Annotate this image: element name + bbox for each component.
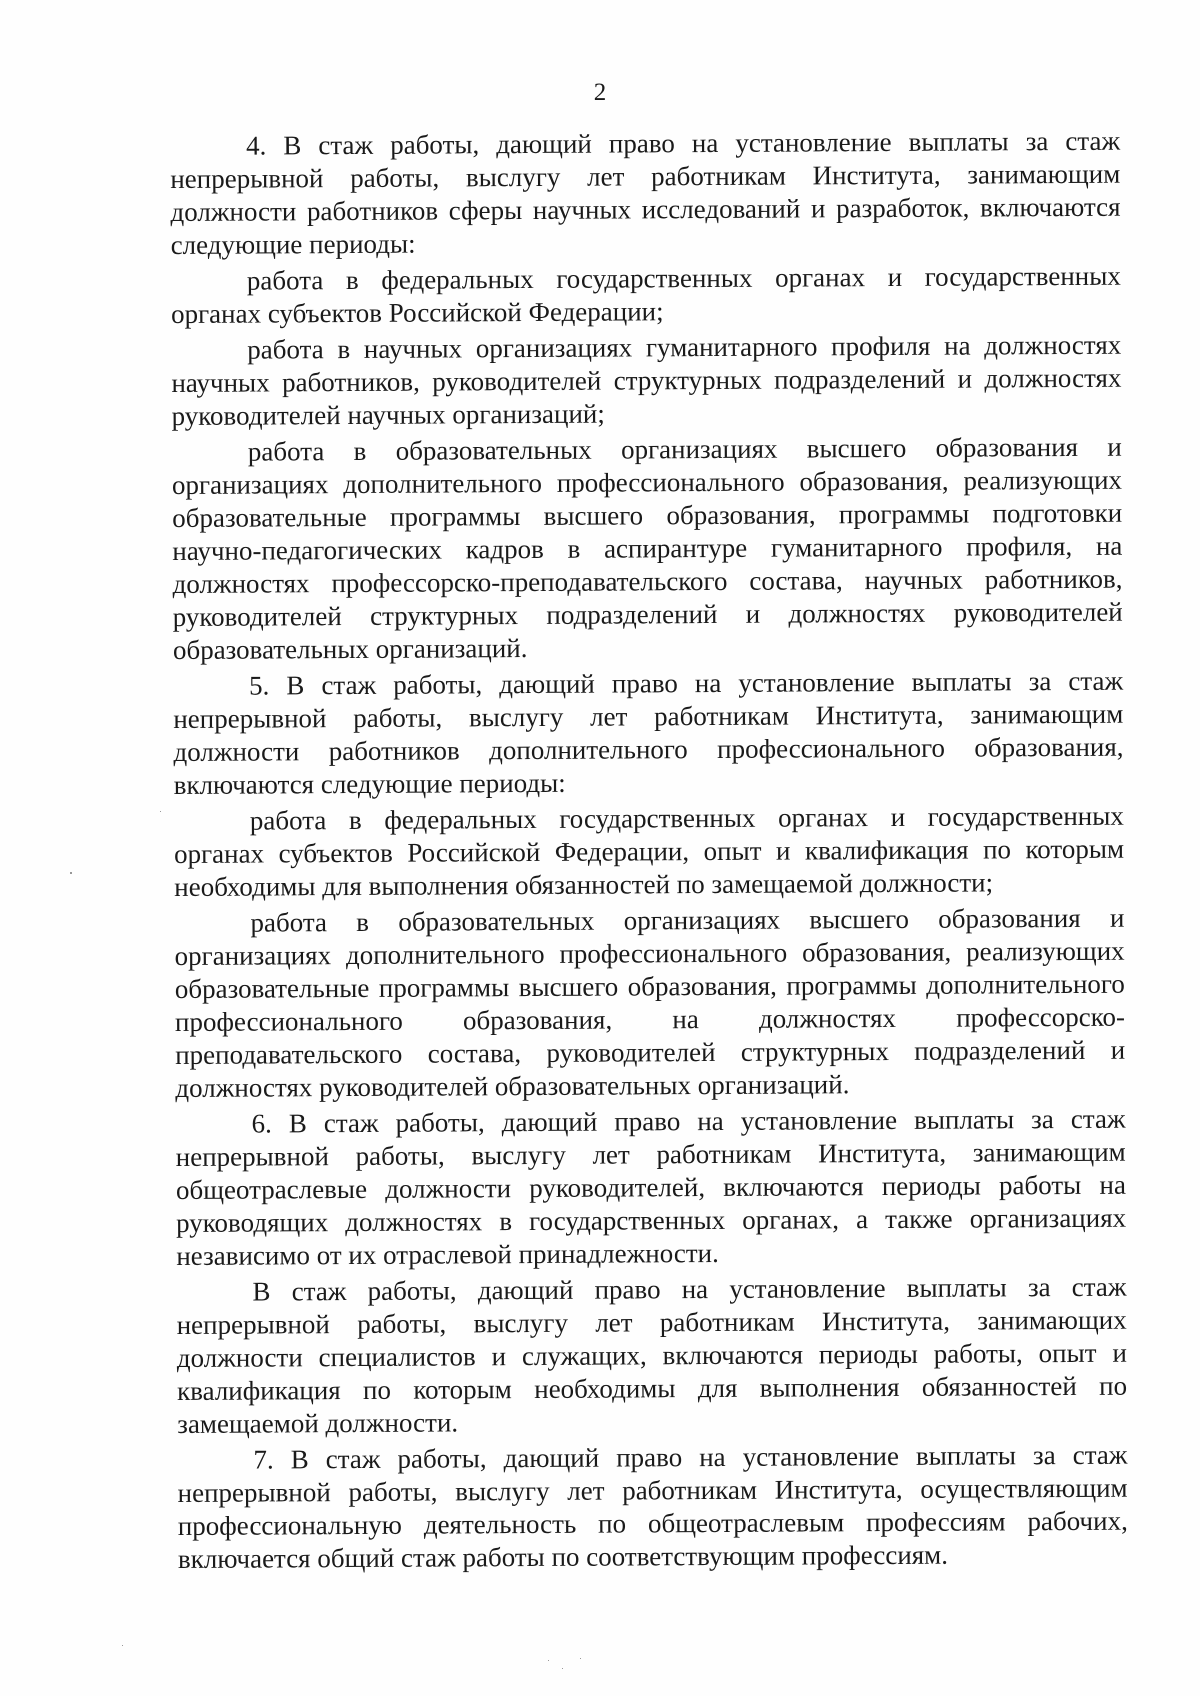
page-number: 2 [593,79,607,106]
scan-speck [122,1645,123,1646]
paragraph-5: 5. В стаж работы, дающий право на установление выплаты за стаж непрерывной работы, выслугу лет работникам Института, занимающим должности работников дополнительного профессионального образования, включаются следующие периоды: [173,665,1124,800]
scan-speck [548,1660,549,1661]
paragraph-6: 6. В стаж работы, дающий право на установление выплаты за стаж непрерывной работы, выслугу лет работникам Института, занимающим общеотраслевые должности руководителей, включаются периоды работы на руководящих должностях в государственных органах, а также организациях независимо от их отраслевой принадлежности. [175,1103,1127,1271]
scan-speck [562,1668,563,1669]
paragraph-4-item-3: работа в образовательных организациях высшего образования и организациях дополнительного профессионального образования, реализующих образовательные программы высшего образования, программы подготовки научно-педагогических кадров в аспирантуре гуманитарного профиля, на должностях профессорско-преподавательского состава, научных работников, руководителей структурных подразделений и должностях руководителей образовательных организаций. [171,431,1123,665]
paragraph-4-item-2: работа в научных организациях гуманитарного профиля на должностях научных работников, руководителей структурных подразделений и должностях руководителей научных организаций; [171,329,1122,431]
paragraph-6-continued: В стаж работы, дающий право на установление выплаты за стаж непрерывной работы, выслугу лет работникам Института, занимающих должности специалистов и служащих, включаются периоды работы, опыт и квалификация по которым необходимы для выполнения обязанностей по замещаемой должности. [176,1271,1128,1439]
scan-speck [160,811,161,812]
paragraph-5-item-2: работа в образовательных организациях высшего образования и организациях дополнительного профессионального образования, реализующих образовательные программы высшего образования, программы дополнительного профессионального образования, на должностях профессорско-преподавательского состава, руководителей структурных подразделений и должностях руководителей образовательных организаций. [174,902,1126,1103]
document-body [170,125,1128,1579]
paragraph-7: 7. В стаж работы, дающий право на установление выплаты за стаж непрерывной работы, выслугу лет работникам Института, осуществляющим профессиональную деятельность по общеотраслевым профессиям рабочих, включается общий стаж работы по соответствующим профессиям. [177,1439,1128,1574]
paragraph-4: 4. В стаж работы, дающий право на установление выплаты за стаж непрерывной работы, выслугу лет работникам Института, занимающим должности работников сферы научных исследований и разработок, включаются следующие периоды: [170,125,1121,260]
scan-speck [70,872,72,874]
scan-speck [580,1658,581,1659]
paragraph-5-item-1: работа в федеральных государственных органах и государственных органах субъектов Российской Федерации, опыт и квалификация по которым необходимы для выполнения обязанностей по замещаемой должности; [173,800,1125,902]
paragraph-4-item-1: работа в федеральных государственных органах и государственных органах субъектов Российской Федерации; [170,260,1121,329]
